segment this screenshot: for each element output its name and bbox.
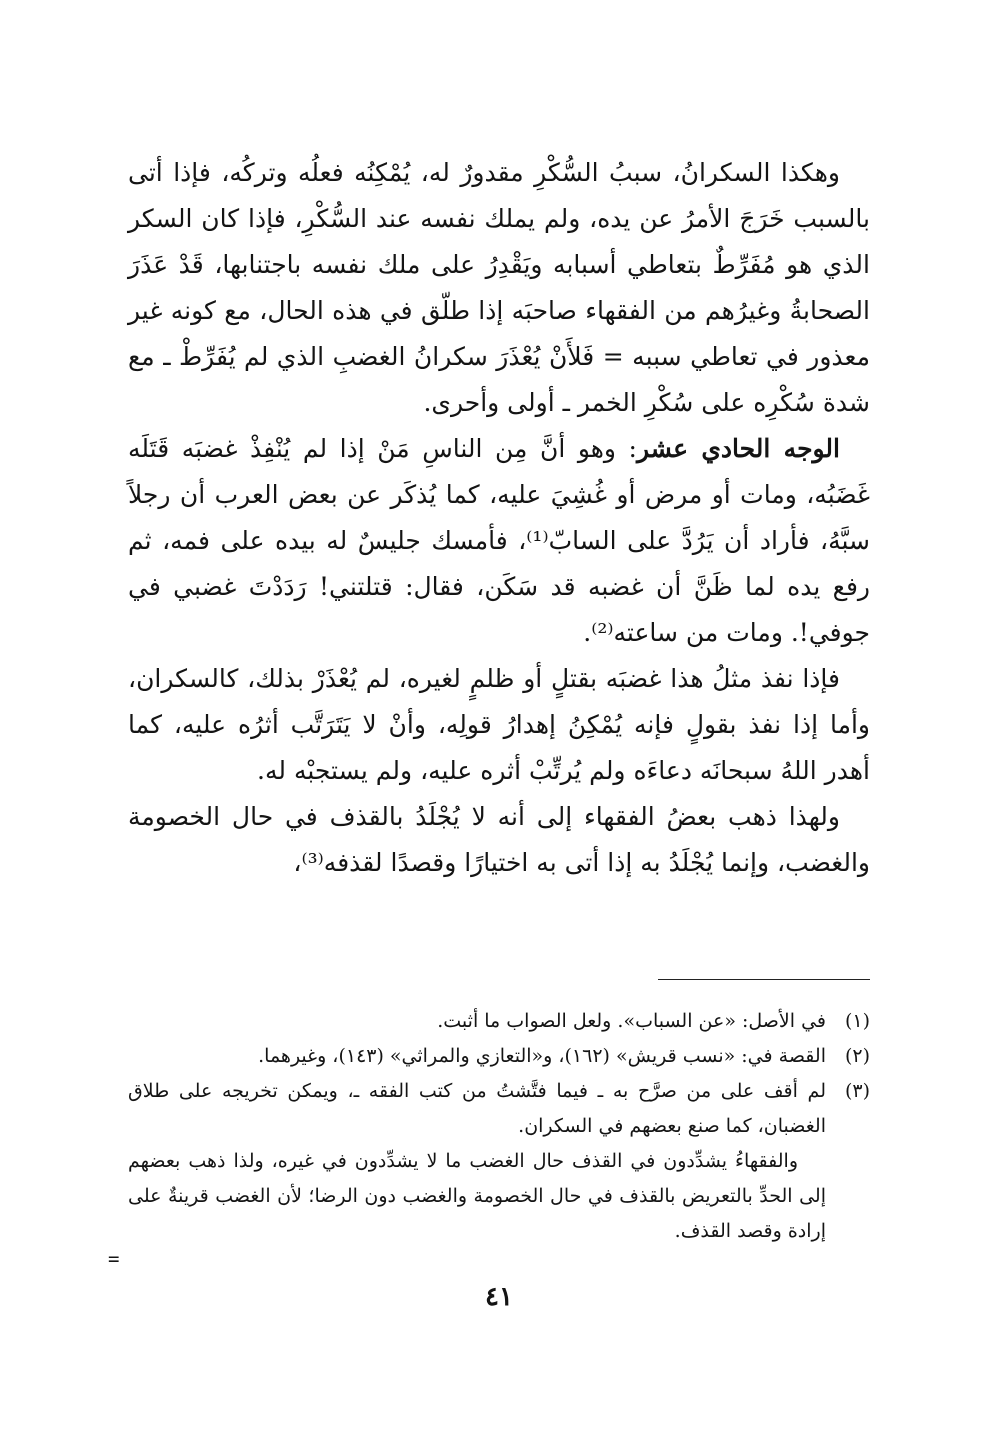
paragraph-text: وهكذا السكرانُ، سببُ السُّكْرِ مقدورٌ له، يُمْكِنُه فعلُه وتركُه، فإذا أتى بالسبب خَرَجَ الأمرُ عن يده، ولم يملك نفسه عند السُّكْرِ، فإذا كان السكر الذي هو مُفَرِّطٌ بتعاطي أسبابه ويَقْدِرُ على ملك نفسه باجتنابها، قَدْ عَذَرَ الصحابةُ وغيرُهم من الفقهاء صاحبَه إذا طلّق في هذه الحال، مع كونه غير معذور في تعاطي سببه = فَلأَنْ يُعْذَرَ سكرانُ الغضبِ الذي لم يُفَرِّطْ ـ مع شدة سُكْرِه على سُكْرِ الخمر ـ أولى وأحرى. — [128, 158, 870, 417]
paragraph-text: فإذا نفذ مثلُ هذا غضبَه بقتلٍ أو ظلمٍ لغيره، لم يُعْذَرْ بذلك، كالسكران، وأما إذا نفذ بقولٍ فإنه يُمْكِنُ إهدارُ قولِه، وأنْ لا يَتَرَتَّب أثرُه عليه، كما أهدر اللهُ سبحانَه دعاءَه ولم يُرتِّبْ أثره عليه، ولم يستجبْه له. — [128, 664, 870, 785]
footnote-divider — [658, 979, 870, 980]
footnote-text: القصة في: «نسب قريش» (١٦٢)، و«التعازي والمراثي» (١٤٣)، وغيرهما. — [258, 1045, 826, 1067]
paragraph-text: ولهذا ذهب بعضُ الفقهاء إلى أنه لا يُجْلَدُ بالقذف في حال الخصومة والغضب، وإنما يُجْلَدُ به إذا أتى به اختيارًا وقصدًا لقذفه⁽³⁾، — [128, 802, 870, 877]
footnote-text: لم أقف على من صرَّح به ـ فيما فتَّشتُ من كتب الفقه ـ، ويمكن تخريجه على طلاق الغضبان، كما صنع بعضهم في السكران. — [128, 1080, 826, 1137]
footnote-number: (٣) — [844, 1080, 870, 1102]
page-number: ٤١ — [485, 1282, 513, 1312]
footnote — [128, 1074, 870, 1144]
footnote-number: (٢) — [844, 1045, 870, 1067]
footnote-continuation: والفقهاءُ يشدِّدون في القذف حال الغضب ما لا يشدِّدون في غيره، ولذا ذهب بعضهم إلى الحدِّ بالتعريض بالقذف في حال الخصومة والغضب دون الرضا؛ لأن الغضب قرينةٌ على إرادة وقصد القذف. — [128, 1150, 826, 1242]
paragraph — [128, 656, 870, 794]
footnote-text: في الأصل: «عن السباب». ولعل الصواب ما أثبت. — [437, 1010, 826, 1032]
footnote-number: (١) — [844, 1010, 870, 1032]
paragraph — [128, 794, 870, 886]
paragraph-heading: الوجه الحادي عشر — [637, 434, 840, 463]
footnotes-section — [128, 1004, 870, 1249]
paragraph — [128, 150, 870, 426]
main-text-body — [128, 150, 870, 886]
paragraph — [128, 426, 870, 656]
footnote-continue-mark: = — [108, 1248, 120, 1270]
footnote — [128, 1039, 870, 1074]
footnote — [128, 1004, 870, 1039]
paragraph-text: : وهو أنَّ مِن الناسِ مَنْ إذا لم يُنْفِذْ غضبَه قَتَلَه غَضَبُه، ومات أو مرض أو غُشِيَ عليه، كما يُذكَر عن بعض العرب أن رجلاً سبَّهُ، فأراد أن يَرُدَّ على السابّ⁽¹⁾، فأمسك جليسٌ له بيده على فمه، ثم رفع يده لما ظَنَّ أن غضبه قد سَكَن، فقال: قتلتني! رَدَدْتَ غضبي في جوفي!. ومات من ساعته⁽²⁾. — [128, 434, 871, 647]
